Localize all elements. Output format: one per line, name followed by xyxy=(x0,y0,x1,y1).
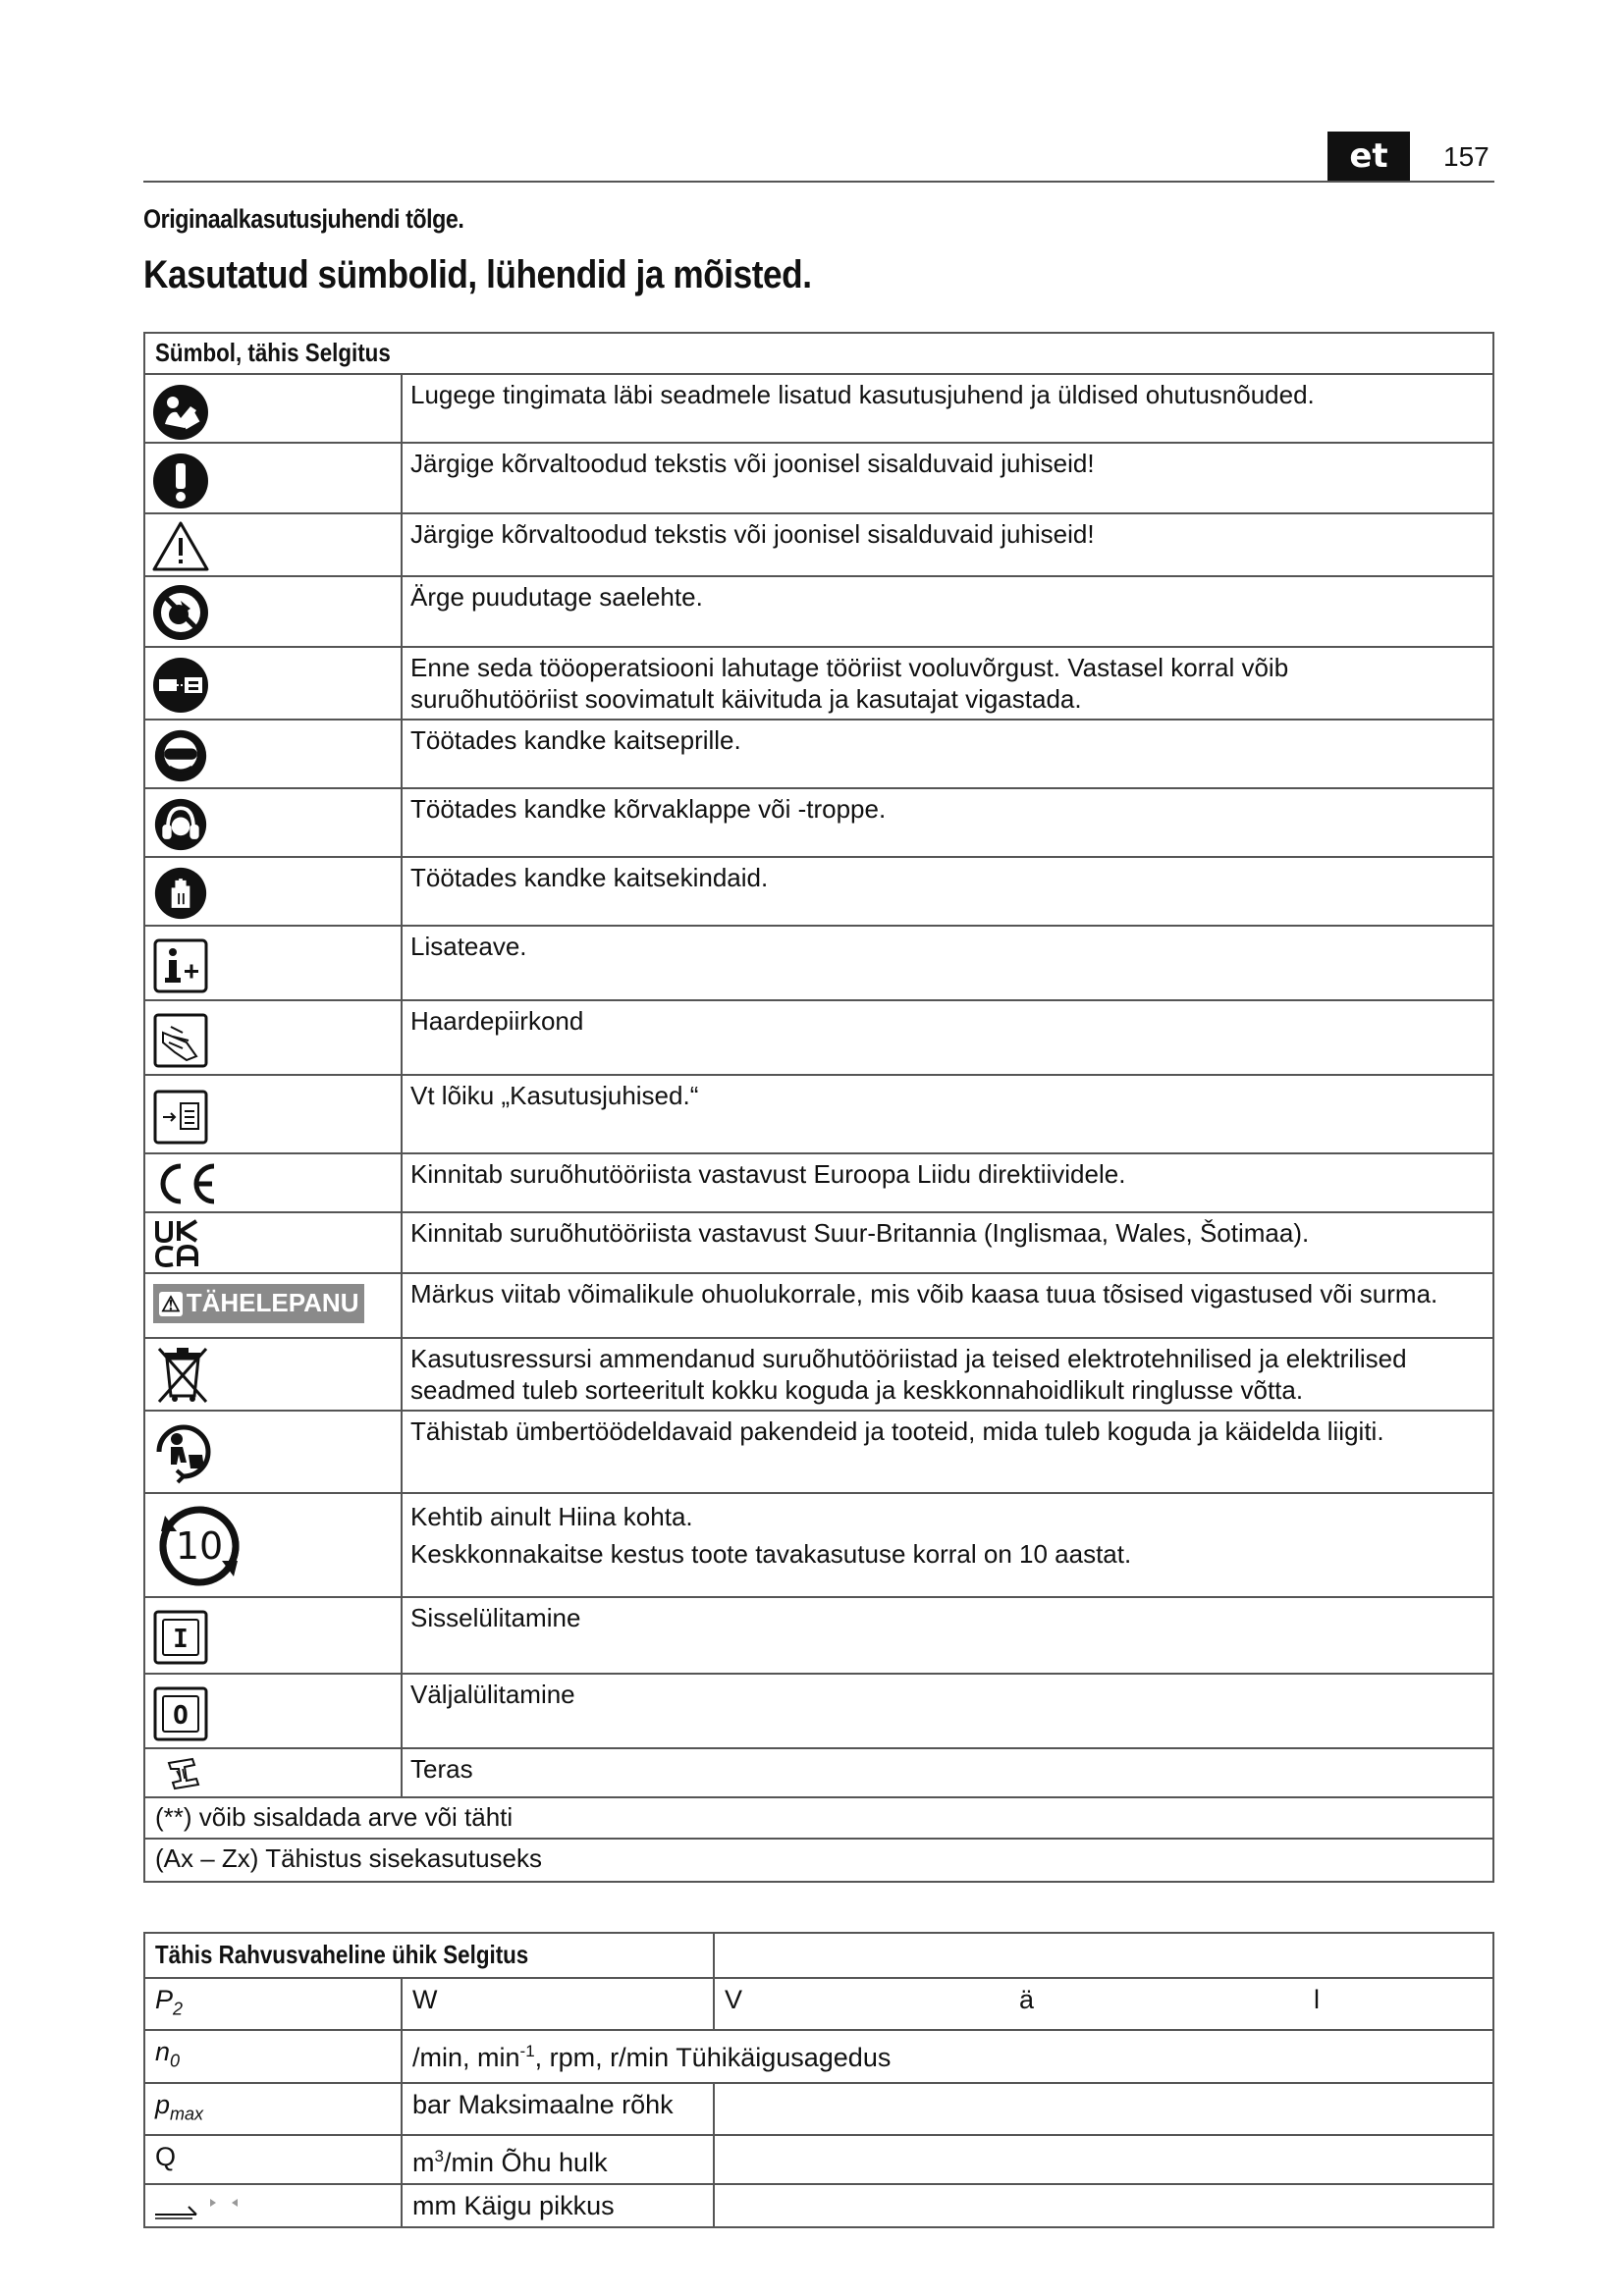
row-description: Kinnitab suruõhutööriista vastavust Suur-Britannia (Inglismaa, Wales, Šotimaa). xyxy=(410,1218,1310,1248)
grip-area-icon xyxy=(153,1013,208,1068)
table-row xyxy=(144,374,1493,443)
table-row xyxy=(144,2083,1493,2135)
switch-on-label: I xyxy=(173,1625,189,1654)
unit-value: mm xyxy=(412,2191,457,2221)
unit-value-suffix: /min xyxy=(443,2148,494,2178)
explanation-fragment: l xyxy=(1314,1985,1321,2014)
row-description: Sisselülitamine xyxy=(410,1603,581,1632)
table-row xyxy=(144,1978,1493,2030)
language-badge: et xyxy=(1327,132,1410,181)
row-description-line: Keskkonnakaitse kestus toote tavakasutuse korral on 10 aastat. xyxy=(410,1539,1132,1569)
row-description: Vt lõiku „Kasutusjuhised.“ xyxy=(410,1081,699,1110)
symbols-table xyxy=(143,332,1494,1883)
wear-goggles-icon xyxy=(153,728,208,783)
table-row xyxy=(144,513,1493,576)
table-row xyxy=(144,720,1493,788)
row-description: Ärge puudutage saelehte. xyxy=(410,582,703,612)
row-description: Märkus viitab võimalikule ohuolukorrale, mis võib kaasa tuua tõsised vigastused või surma. xyxy=(410,1279,1438,1308)
table-row xyxy=(144,857,1493,926)
symbols-header-text: Sümbol, tähis Selgitus xyxy=(155,338,391,367)
unit-explanation: Tühikäigusagedus xyxy=(676,2043,892,2073)
unit-symbol-subscript: 2 xyxy=(173,1999,184,2019)
unit-symbol: p xyxy=(155,2089,171,2119)
warning-triangle-icon: ⚠ xyxy=(161,1292,181,1316)
row-description-line: seadmed tuleb sorteeritult kokku koguda ja keskkonnahoidlikult ringlusse võtta. xyxy=(410,1375,1304,1405)
symbols-table-header xyxy=(144,333,1493,374)
footnote: (Ax – Zx) Tähistus sisekasutuseks xyxy=(144,1839,1493,1882)
table-row xyxy=(144,926,1493,1000)
row-description: Töötades kandke kõrvaklappe või -troppe. xyxy=(410,794,887,824)
row-description-line: Kasutusressursi ammendanud suruõhutööriistad ja teised elektrotehnilised ja elektrilised xyxy=(410,1344,1407,1373)
row-description: Teras xyxy=(410,1754,473,1784)
page-number: 157 xyxy=(1443,141,1489,172)
table-row xyxy=(144,2135,1493,2184)
unit-explanation: Maksimaalne rõhk xyxy=(458,2089,674,2119)
header-divider xyxy=(143,181,1494,183)
table-row xyxy=(144,1338,1493,1411)
unit-superscript: 3 xyxy=(434,2147,444,2166)
wear-gloves-icon xyxy=(153,866,208,921)
row-description: Lisateave. xyxy=(410,932,527,961)
unit-symbol: n xyxy=(155,2037,171,2067)
row-description: Kinnitab suruõhutööriista vastavust Euroopa Liidu direktiividele. xyxy=(410,1159,1126,1189)
info-icon xyxy=(153,938,208,993)
warning-triangle-icon xyxy=(151,520,210,573)
unit-explanation: Õhu hulk xyxy=(501,2148,608,2178)
table-row xyxy=(144,1748,1493,1797)
units-table-header xyxy=(144,1933,1493,1978)
row-description: Järgige kõrvaltoodud tekstis või joonisel sisalduvaid juhiseid! xyxy=(410,449,1095,478)
row-description-line: Kehtib ainult Hiina kohta. xyxy=(410,1502,693,1531)
china-10-years-number: 10 xyxy=(175,1524,224,1568)
row-description: Töötades kandke kaitseprille. xyxy=(410,725,741,755)
table-row xyxy=(144,1273,1493,1338)
unit-explanation: Käigu pikkus xyxy=(463,2191,615,2221)
unit-symbol-subscript: max xyxy=(170,2104,204,2124)
table-row xyxy=(144,647,1493,720)
table-row xyxy=(144,1212,1493,1273)
explanation-fragment: V xyxy=(725,1985,743,2014)
row-description-line: suruõhutööriist soovimatult käivituda ja kasutajat vigastada. xyxy=(410,684,1082,714)
stroke-length-icon xyxy=(153,2193,247,2222)
unit-value: W xyxy=(402,1978,714,2030)
table-row xyxy=(144,1075,1493,1153)
table-footnote-row xyxy=(144,1839,1493,1882)
document-subtitle: Originaalkasutusjuhendi tõlge. xyxy=(143,204,464,234)
row-description: Lugege tingimata läbi seadmele lisatud kasutusjuhend ja üldised ohutusnõuded. xyxy=(410,380,1315,409)
table-footnote-row xyxy=(144,1797,1493,1839)
row-description: Tähistab ümbertöödeldavaid pakendeid ja tooteid, mida tuleb koguda ja käidelda liigiti. xyxy=(410,1416,1384,1446)
table-row xyxy=(144,1411,1493,1493)
attention-badge-text: TÄHELEPANU xyxy=(186,1288,359,1317)
table-row xyxy=(144,1493,1493,1597)
mandatory-exclamation-icon xyxy=(151,452,210,510)
table-row xyxy=(144,1000,1493,1075)
wear-ear-protection-icon xyxy=(153,797,208,852)
explanation-fragment: ä xyxy=(1019,1985,1035,2014)
unit-value-suffix: , rpm, r/min xyxy=(534,2043,670,2073)
table-row xyxy=(144,1597,1493,1674)
weee-crossed-bin-icon xyxy=(155,1345,210,1406)
page-title: Kasutatud sümbolid, lühendid ja mõisted. xyxy=(143,253,812,296)
attention-badge xyxy=(153,1284,364,1323)
read-manual-icon xyxy=(151,383,210,442)
unit-symbol: P xyxy=(155,1985,174,2014)
disconnect-air-icon xyxy=(151,656,210,715)
switch-off-icon xyxy=(153,1686,208,1741)
unit-value: /min, min xyxy=(412,2043,520,2073)
table-row xyxy=(144,576,1493,647)
unit-symbol: Q xyxy=(155,2142,177,2172)
unit-symbol-subscript: 0 xyxy=(170,2051,181,2071)
table-row xyxy=(144,1153,1493,1212)
table-row xyxy=(144,2184,1493,2227)
ce-mark-icon xyxy=(153,1160,222,1207)
footnote: (**) võib sisaldada arve või tähti xyxy=(144,1797,1493,1839)
table-row xyxy=(144,1674,1493,1748)
steel-beam-icon xyxy=(165,1757,200,1792)
row-description: Väljalülitamine xyxy=(410,1680,575,1709)
ukca-mark-icon xyxy=(153,1217,202,1270)
switch-off-label: O xyxy=(173,1701,189,1731)
table-row xyxy=(144,443,1493,513)
see-section-icon xyxy=(153,1090,208,1145)
row-description-line: Enne seda tööoperatsiooni lahutage tööriist vooluvõrgust. Vastasel korral võib xyxy=(410,653,1289,682)
row-description: Järgige kõrvaltoodud tekstis või joonisel sisalduvaid juhiseid! xyxy=(410,519,1095,549)
row-description: Töötades kandke kaitsekindaid. xyxy=(410,863,769,892)
table-row xyxy=(144,788,1493,857)
do-not-touch-blade-icon xyxy=(151,583,210,642)
china-10-years-icon xyxy=(155,1502,244,1590)
recycling-person-icon xyxy=(151,1419,216,1484)
unit-value: bar xyxy=(412,2089,452,2119)
table-row xyxy=(144,2030,1493,2082)
units-table xyxy=(143,1932,1494,2228)
unit-superscript: -1 xyxy=(519,2042,535,2061)
units-header-text: Tähis Rahvusvaheline ühik Selgitus xyxy=(155,1940,529,1969)
row-description: Haardepiirkond xyxy=(410,1006,584,1036)
switch-on-icon xyxy=(153,1610,208,1665)
unit-value: m xyxy=(412,2148,435,2178)
